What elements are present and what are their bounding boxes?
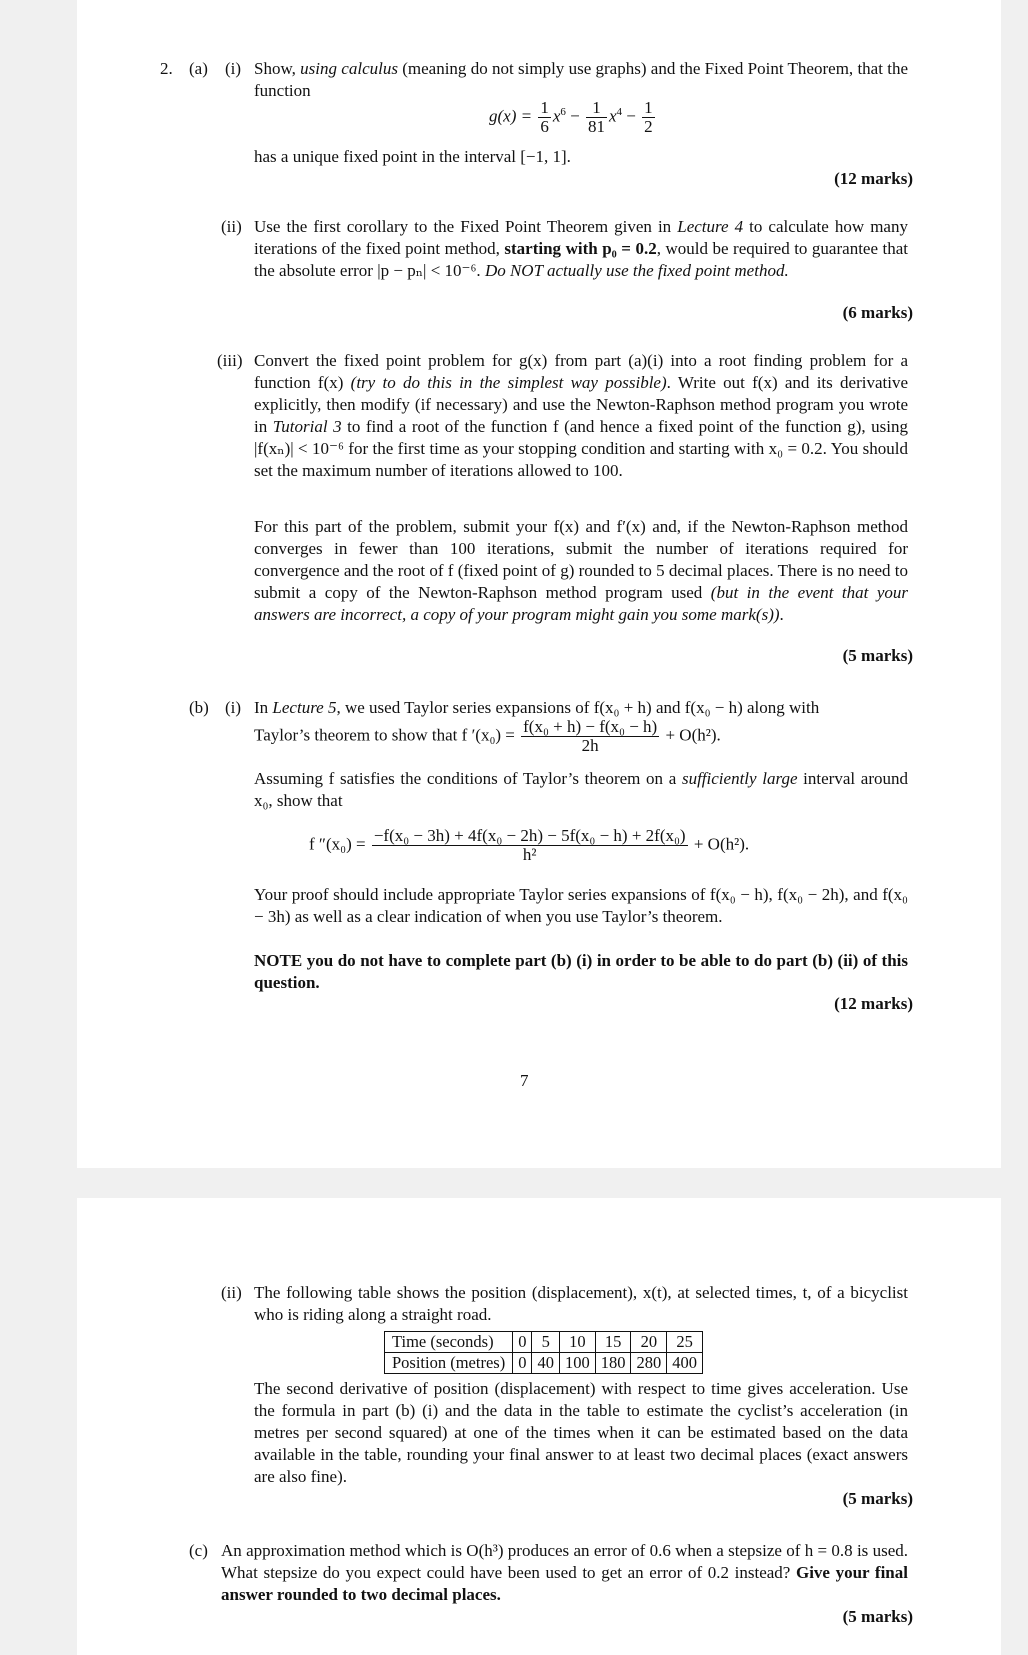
table-cell: 100 xyxy=(559,1353,595,1374)
part-a-iii-para1: Convert the fixed point problem for g(x) from part (a)(i) into a root finding problem for a function f(x) (try to do this in the simplest way possible). Write out f(x) and its derivative explicitly, then modify (if necessary) and use the Newton-Raphson method program you wrote in Tutorial 3 to find a root of the function f (and hence a fixed point of the function g), using |f(xₙ)| < 10⁻⁶ for the first time as your stopping condition and starting with x₀ = 0.2. You should set the maximum number of iterations allowed to 100. xyxy=(254,351,908,480)
table-cell: 400 xyxy=(667,1353,703,1374)
part-b-i-para2: Assuming f satisfies the conditions of Taylor’s theorem on a sufficiently large interval around x₀, show that xyxy=(254,769,908,810)
table-cell: 25 xyxy=(667,1332,703,1353)
part-b-ii-after: The second derivative of position (displacement) with respect to time gives acceleration. Use the formula in part (b) (i) and the data in the table to estimate the cyclist’s acceleration (in metres per second squared) at one of the times when it can be estimated based on the data available in the table, rounding your final answer to at least two decimal places (exact answers are also fine). xyxy=(254,1379,908,1486)
part-c-text: An approximation method which is O(h³) produces an error of 0.6 when a stepsize of h = 0.8 is used. What stepsize do you expect could have been used to get an error of 0.2 instead? Give your final answer rounded to two decimal places. xyxy=(221,1541,908,1604)
marks-a-iii: (5 marks) xyxy=(842,646,913,665)
part-b-ii-label: (ii) xyxy=(221,1283,242,1302)
part-a-label: (a) xyxy=(189,59,208,78)
part-b-i-line2: Taylor’s theorem to show that f ′(x₀) = $\frac{\text{f(x₀ + h) − f(x₀ − h)}}{2h}$ + O(h²). xyxy=(254,717,721,755)
page-number: 7 xyxy=(520,1071,529,1090)
table-cell: 0 xyxy=(513,1353,532,1374)
table-cell: 180 xyxy=(595,1353,631,1374)
second-derivative-formula: f ″(x₀) = $\frac{\text{−f(x₀ − 3h) + 4f(x₀ − 2h) − 5f(x₀ − h) + 2f(x₀)}}{\text{h²}}$ + O(h²). xyxy=(309,826,750,864)
position-time-table xyxy=(384,1331,703,1374)
marks-b-ii: (5 marks) xyxy=(842,1489,913,1508)
table-row xyxy=(385,1332,703,1353)
part-b-label: (b) xyxy=(189,698,209,717)
table-cell: 40 xyxy=(532,1353,560,1374)
question-number: 2. xyxy=(160,59,173,78)
table-cell: 20 xyxy=(631,1332,667,1353)
table-cell: 15 xyxy=(595,1332,631,1353)
table-cell: 5 xyxy=(532,1332,560,1353)
table-row-label: Position (metres) xyxy=(385,1353,513,1374)
marks-a-ii: (6 marks) xyxy=(842,303,913,322)
part-a-i-label: (i) xyxy=(225,59,242,78)
part-a-ii-label: (ii) xyxy=(221,217,242,236)
marks-a-i: (12 marks) xyxy=(834,169,913,188)
part-b-i-line1: In Lecture 5, we used Taylor series expansions of f(x₀ + h) and f(x₀ − h) along with xyxy=(254,698,820,717)
page-1 xyxy=(77,0,1001,1168)
marks-b-i: (12 marks) xyxy=(834,994,913,1013)
part-b-ii-intro: The following table shows the position (displacement), x(t), at selected times, t, of a bicyclist who is riding along a straight road. xyxy=(254,1283,908,1324)
part-a-iii-label: (iii) xyxy=(217,351,243,370)
table-row-label: Time (seconds) xyxy=(385,1332,513,1353)
part-b-i-para3: Your proof should include appropriate Taylor series expansions of f(x₀ − h), f(x₀ − 2h), and f(x₀ − 3h) as well as a clear indication of when you use Taylor’s theorem. xyxy=(254,885,908,926)
part-b-i-note: NOTE you do not have to complete part (b) (i) in order to be able to do part (b) (ii) of this question. xyxy=(254,951,908,992)
part-a-ii-text: Use the first corollary to the Fixed Point Theorem given in Lecture 4 to calculate how many iterations of the fixed point method, starting with p₀ = 0.2, would be required to guarantee that the absolute error |p − pₙ| < 10⁻⁶. Do NOT actually use the fixed point method. xyxy=(254,217,909,280)
table-row xyxy=(385,1353,703,1374)
g-formula: g(x) = $\frac{1}{6}$ $x^6$ − $\frac{1}{81}$ $x^4$ − $\frac{1}{2}$ xyxy=(489,98,653,136)
table-cell: 280 xyxy=(631,1353,667,1374)
table-cell: 0 xyxy=(513,1332,532,1353)
part-a-iii-para2: For this part of the problem, submit your f(x) and f′(x) and, if the Newton-Raphson method converges in fewer than 100 iterations, submit the number of iterations required for convergence and the root of f (fixed point of g) rounded to 5 decimal places. There is no need to submit a copy of the Newton-Raphson method program used (but in the event that your answers are incorrect, a copy of your program might gain you some mark(s)). xyxy=(254,517,909,624)
page-2 xyxy=(77,1198,1001,1655)
part-b-i-label: (i) xyxy=(225,698,242,717)
part-c-label: (c) xyxy=(189,1541,208,1560)
marks-c: (5 marks) xyxy=(842,1607,913,1626)
part-a-i-text: Show, using calculus (meaning do not simply use graphs) and the Fixed Point Theorem, that the function xyxy=(254,59,908,100)
table-cell: 10 xyxy=(559,1332,595,1353)
part-a-i-after: has a unique fixed point in the interval [−1, 1]. xyxy=(254,147,571,166)
